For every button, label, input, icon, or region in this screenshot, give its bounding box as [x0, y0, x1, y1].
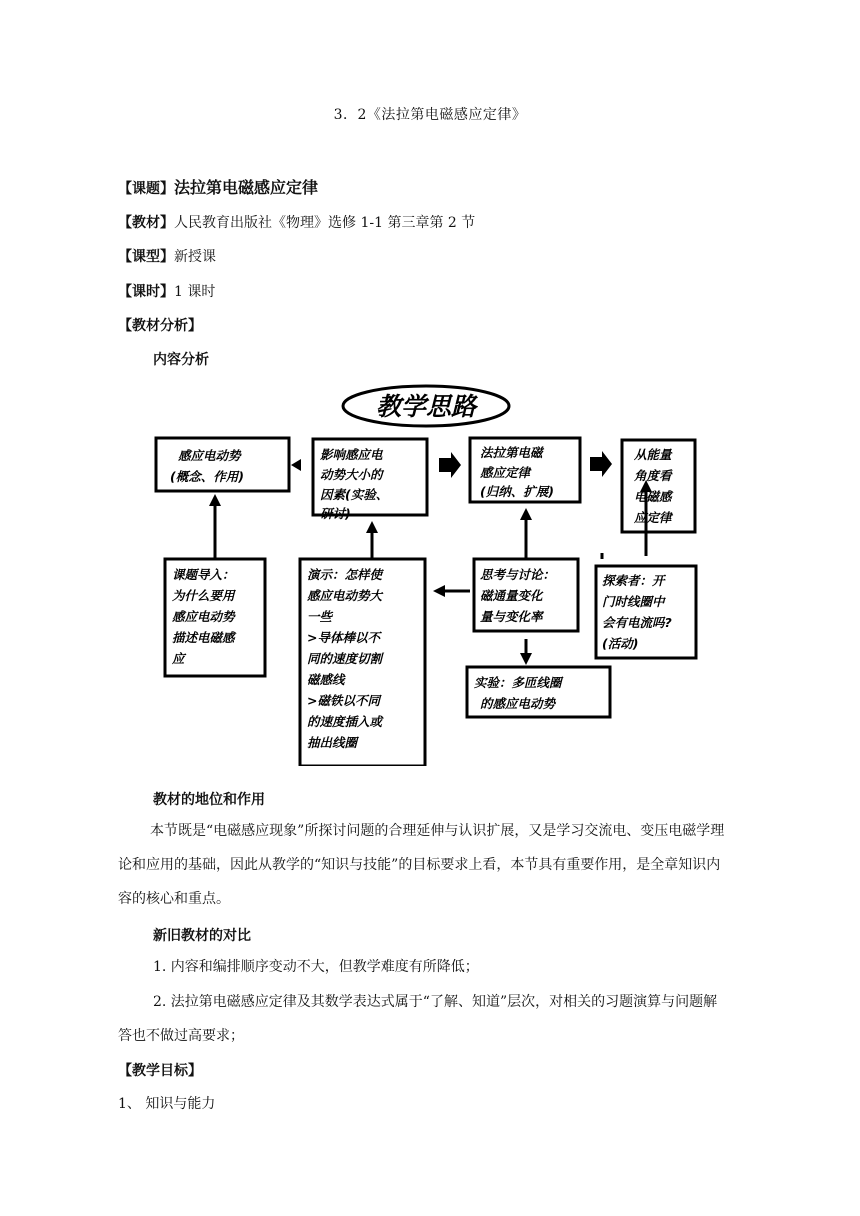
b2-l3: 因素(实验、	[320, 487, 389, 502]
b4-l3: 电磁感	[634, 489, 672, 504]
position-heading: 教材的地位和作用	[153, 792, 265, 808]
b6-l4: >导体棒以不	[307, 630, 380, 645]
diagram-title: 教学思路	[375, 392, 477, 421]
b5-l5: 应	[172, 651, 185, 666]
b1-l2: (概念、作用)	[170, 469, 244, 484]
b6-l7: >磁铁以不同	[307, 693, 380, 708]
document-title: 3．2《法拉第电磁感应定律》	[333, 107, 527, 123]
comparison-item-1: 1. 内容和编排顺序变动不大，但教学难度有所降低；	[153, 959, 479, 975]
b2-l2: 动势大小的	[320, 467, 383, 482]
lesson-hours-tag: 【课时】	[118, 284, 174, 300]
goals-first-item: 1、 知识与能力	[118, 1096, 216, 1112]
b3-l2: 感应定律	[480, 465, 531, 480]
b6-l5: 同的速度切割	[307, 651, 383, 666]
b2-l4: 研讨)	[320, 506, 351, 521]
b6-l6: 磁感线	[307, 672, 345, 687]
diagram-canvas	[150, 381, 710, 766]
analysis-heading: 【教材分析】	[118, 318, 202, 334]
topic-tag: 【课题】	[118, 181, 174, 197]
lesson-hours-line	[118, 282, 215, 302]
lesson-hours-value: 1 课时	[174, 284, 216, 300]
b5-l2: 为什么要用	[172, 588, 235, 603]
b9-l2: 的感应电动势	[480, 696, 556, 711]
b6-l2: 感应电动势大	[307, 588, 383, 603]
teaching-approach-diagram	[150, 381, 710, 766]
b6-l1: 演示：怎样使	[307, 567, 383, 582]
b4-l2: 角度看	[634, 468, 672, 483]
block-arrow-1	[439, 452, 461, 478]
b7-l1: 思考与讨论：	[480, 567, 556, 582]
block-arrow-2	[590, 451, 612, 477]
topic-line	[118, 178, 318, 199]
b7-l3: 量与变化率	[480, 609, 543, 624]
b6-l9: 抽出线圈	[307, 735, 358, 750]
content-analysis-heading: 内容分析	[153, 352, 209, 368]
b6-l8: 的速度插入或	[307, 714, 383, 729]
b3-l3: (归纳、扩展)	[480, 484, 554, 499]
comparison-heading: 新旧教材的对比	[153, 928, 251, 944]
b4-l1: 从能量	[634, 447, 672, 462]
b5-l1: 课题导入：	[172, 567, 235, 582]
lesson-type-line	[118, 247, 216, 267]
arrow-1	[291, 459, 301, 471]
b4-l4: 应定律	[634, 510, 672, 525]
b2-l1: 影响感应电	[320, 447, 383, 462]
b5-l3: 感应电动势	[172, 609, 235, 624]
b8-l4: (活动)	[602, 636, 639, 651]
b7-l2: 磁通量变化	[480, 588, 543, 603]
topic-value: 法拉第电磁感应定律	[174, 178, 319, 197]
goals-heading: 【教学目标】	[118, 1063, 202, 1079]
b6-l3: 一些	[307, 609, 333, 624]
textbook-line	[118, 213, 475, 233]
b9-l1: 实验：多匝线圈	[474, 675, 562, 690]
lesson-type-tag: 【课型】	[118, 249, 174, 265]
b8-l1: 探索者：开	[602, 573, 665, 588]
b3-l1: 法拉第电磁	[480, 445, 543, 460]
textbook-tag: 【教材】	[118, 215, 174, 231]
b5-l4: 描述电磁感	[172, 630, 235, 645]
comparison-item-2: 2. 法拉第电磁感应定律及其数学表达式属于“了解、知道”层次，对相关的习题演算与问题解答也不做过高要求；	[118, 994, 718, 1044]
b8-l2: 门时线圈中	[602, 594, 665, 609]
b1-l1: 感应电动势	[178, 448, 241, 463]
position-paragraph: 本节既是“电磁感应现象”所探讨问题的合理延伸与认识扩展，又是学习交流电、变压电磁学理论和应用的基础，因此从教学的“知识与技能”的目标要求上看，本节具有重要作用，是全章知识内容的核心和重点。	[118, 823, 725, 907]
textbook-value: 人民教育出版社《物理》选修 1-1 第三章第 2 节	[174, 215, 476, 231]
b8-l3: 会有电流吗?	[602, 615, 672, 630]
lesson-type-value: 新授课	[174, 249, 216, 265]
